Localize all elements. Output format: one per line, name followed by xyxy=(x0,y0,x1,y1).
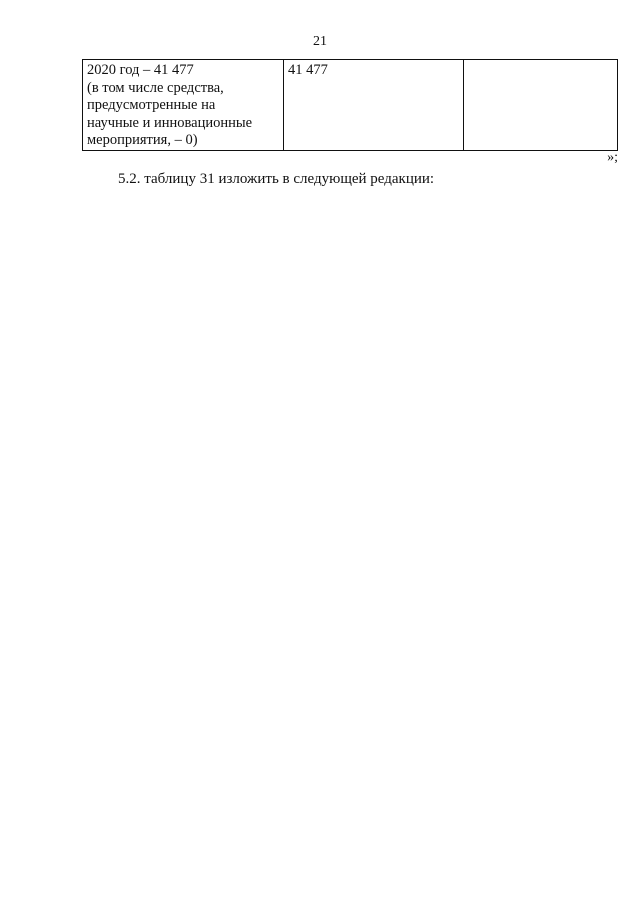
table-row xyxy=(83,60,618,151)
closing-quote: »; xyxy=(607,150,618,165)
cell-line: мероприятия, – 0) xyxy=(87,132,198,148)
cell-line: предусмотренные на xyxy=(87,97,216,113)
table-cell-empty xyxy=(464,60,618,151)
cell-line: научные и инновационные xyxy=(87,114,253,131)
table-cell-amount: 41 477 xyxy=(284,60,464,151)
cell-line: 2020 год – 41 477 xyxy=(87,62,194,78)
amendment-instruction: 5.2. таблицу 31 изложить в следующей редакции: xyxy=(118,171,435,187)
page-number: 21 xyxy=(313,34,327,49)
cell-line: (в том числе средства, xyxy=(87,79,224,96)
table-cell-year-amount xyxy=(83,60,284,151)
budget-table xyxy=(82,59,618,151)
